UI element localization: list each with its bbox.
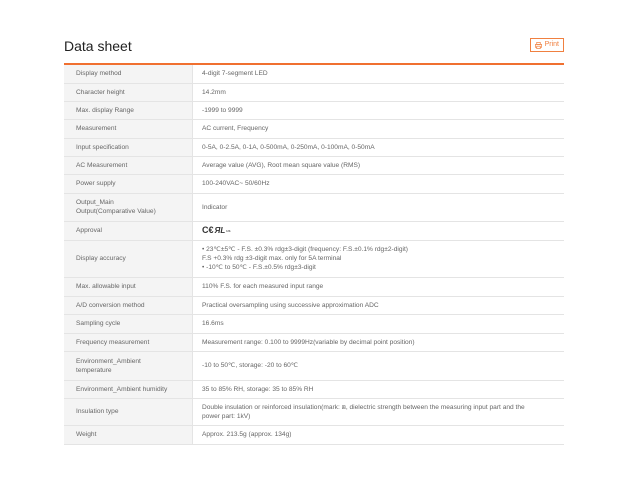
spec-value-line: Double insulation or reinforced insulation(mark: ⧈, dielectric strength between the measuring input part and the: [202, 403, 525, 411]
spec-value-line: 14.2mm: [202, 88, 226, 96]
spec-value-line: Indicator: [202, 203, 228, 211]
approval-marks: [202, 226, 230, 235]
spec-label-line: Display accuracy: [76, 255, 126, 262]
spec-label-line: Output_Main: [76, 199, 114, 206]
print-button[interactable]: [530, 38, 564, 52]
spec-value: [193, 351, 565, 380]
spec-value-line: Measurement range: 0.100 to 9999Hz(variable by decimal point position): [202, 338, 415, 346]
spec-label-line: Display method: [76, 70, 122, 78]
spec-label-line: Sampling cycle: [76, 320, 121, 327]
spec-value-line: 100-240VAC~ 50/60Hz: [202, 180, 270, 187]
spec-label: [64, 398, 193, 425]
spec-value: [193, 425, 565, 444]
spec-label-line: Measurement: [76, 125, 117, 132]
spec-value-line: • -10℃ to 50℃ - F.S.±0.5% rdg±3-digit: [202, 264, 316, 271]
page-title: Data sheet: [64, 38, 132, 54]
spec-value: [193, 221, 565, 240]
table-row: [64, 398, 564, 425]
table-row: [64, 65, 564, 83]
table-row: [64, 277, 564, 296]
spec-value: [193, 398, 565, 425]
table-row: [64, 156, 564, 174]
ce-mark-icon: C€: [202, 224, 214, 235]
spec-label: [64, 119, 193, 138]
spec-value: [193, 138, 565, 156]
spec-label: [64, 138, 193, 156]
spec-label: [64, 101, 193, 119]
spec-value-line: Average value (AVG), Root mean square value (RMS): [202, 161, 361, 169]
spec-label-line: Approval: [76, 227, 103, 234]
spec-label-line: Output(Comparative Value): [76, 208, 156, 215]
table-row: [64, 193, 564, 221]
spec-value-line: Approx. 213.5g (approx. 134g): [202, 431, 292, 438]
table-row: [64, 425, 564, 444]
spec-value: [193, 193, 565, 221]
table-row: [64, 119, 564, 138]
spec-value: [193, 174, 565, 193]
spec-value: [193, 333, 565, 351]
datasheet-header: [64, 36, 564, 62]
spec-label-line: Max. allowable input: [76, 283, 136, 290]
spec-value-line: • 23℃±5℃ - F.S. ±0.3% rdg±3-digit (frequency: F.S.±0.1% rdg±2-digit): [202, 246, 408, 253]
spec-value-line: 16.6ms: [202, 320, 224, 327]
printer-icon: [535, 42, 542, 49]
print-label: Print: [544, 41, 559, 48]
spec-value-line: -1999 to 9999: [202, 106, 243, 114]
table-row: [64, 138, 564, 156]
spec-value: [193, 277, 565, 296]
spec-value-line: 0-5A, 0-2.5A, 0-1A, 0-500mA, 0-250mA, 0-100mA, 0-50mA: [202, 143, 375, 151]
spec-label-line: Max. display Range: [76, 106, 134, 114]
table-row: [64, 101, 564, 119]
spec-label-line: A/D conversion method: [76, 301, 145, 309]
spec-label-line: AC Measurement: [76, 161, 128, 169]
spec-label-line: Weight: [76, 431, 97, 438]
spec-value-line: Practical oversampling using successive approximation ADC: [202, 301, 379, 309]
table-row: [64, 296, 564, 314]
ul-us-label: us: [226, 227, 231, 233]
table-row: [64, 351, 564, 380]
spec-value: [193, 119, 565, 138]
spec-value-line: -10 to 50℃, storage: -20 to 60℃: [202, 362, 299, 369]
spec-label: [64, 193, 193, 221]
spec-label: [64, 333, 193, 351]
spec-label: [64, 380, 193, 398]
ul-mark-icon: ЯL: [214, 225, 226, 235]
spec-value-line: power part: 1kV): [202, 412, 251, 420]
spec-label: [64, 425, 193, 444]
spec-label: [64, 156, 193, 174]
datasheet-table: [64, 65, 564, 445]
spec-label-line: Character height: [76, 88, 125, 96]
spec-label: [64, 240, 193, 277]
table-row: [64, 221, 564, 240]
spec-label-line: Environment_Ambient: [76, 357, 141, 365]
spec-label: [64, 83, 193, 101]
spec-value: [193, 83, 565, 101]
spec-label: [64, 277, 193, 296]
spec-value: [193, 296, 565, 314]
spec-value: [193, 314, 565, 333]
spec-value-line: AC current, Frequency: [202, 125, 269, 132]
spec-label: [64, 65, 193, 83]
spec-label-line: Environment_Ambient humidity: [76, 385, 168, 393]
table-row: [64, 314, 564, 333]
spec-label: [64, 314, 193, 333]
spec-label: [64, 351, 193, 380]
spec-label: [64, 221, 193, 240]
spec-label-line: Input specification: [76, 143, 129, 151]
table-row: [64, 174, 564, 193]
spec-value: [193, 65, 565, 83]
spec-label-line: Power supply: [76, 180, 116, 187]
spec-value: [193, 156, 565, 174]
spec-value-line: F.S +0.3% rdg ±3-digit max. only for 5A terminal: [202, 255, 342, 262]
spec-label: [64, 296, 193, 314]
spec-value: [193, 240, 565, 277]
spec-label: [64, 174, 193, 193]
spec-value-line: 4-digit 7-segment LED: [202, 70, 268, 78]
spec-value: [193, 380, 565, 398]
spec-value-line: 110% F.S. for each measured input range: [202, 283, 324, 290]
spec-label-line: Insulation type: [76, 408, 119, 415]
table-row: [64, 333, 564, 351]
table-row: [64, 240, 564, 277]
spec-label-line: temperature: [76, 366, 112, 374]
table-row: [64, 380, 564, 398]
spec-value: [193, 101, 565, 119]
table-row: [64, 83, 564, 101]
spec-label-line: Frequency measurement: [76, 338, 150, 346]
spec-value-line: 35 to 85% RH, storage: 35 to 85% RH: [202, 385, 314, 393]
